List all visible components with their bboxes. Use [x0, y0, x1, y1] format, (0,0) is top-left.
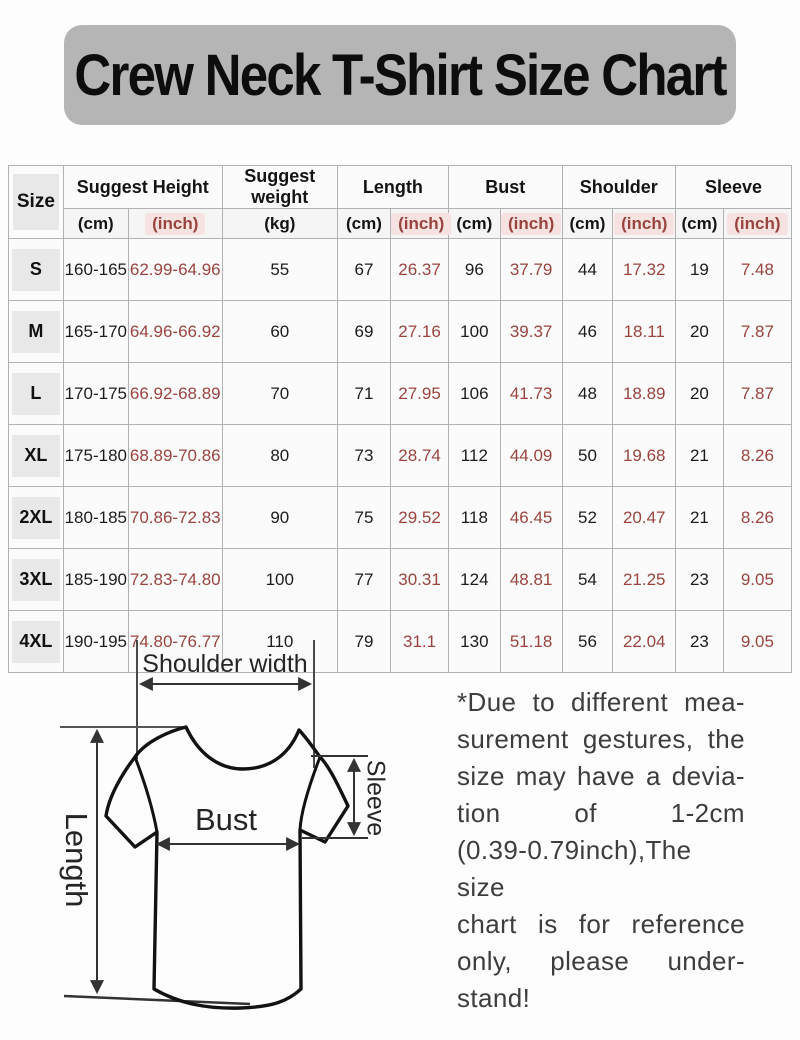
weight-kg-cell: 110	[222, 611, 337, 673]
height-cm-cell: 170-175	[63, 363, 128, 425]
shoulder-inch-cell: 18.89	[613, 363, 676, 425]
weight-kg-cell: 90	[222, 487, 337, 549]
title-banner	[64, 25, 736, 125]
bust-cm-cell: 124	[449, 549, 501, 611]
shoulder-cm-cell: 50	[562, 425, 613, 487]
header-suggest-height: Suggest Height	[63, 166, 222, 209]
size-cell: 3XL	[9, 549, 64, 611]
bust-cm-cell: 118	[449, 487, 501, 549]
bust-label: Bust	[194, 802, 258, 837]
weight-kg-cell: 55	[222, 239, 337, 301]
header-bust: Bust	[449, 166, 563, 209]
header-size-label: Size	[13, 174, 59, 230]
height-cm-cell: 190-195	[63, 611, 128, 673]
sleeve-cm-cell: 23	[676, 611, 724, 673]
bust-cm-cell: 112	[449, 425, 501, 487]
tshirt-armhole-right	[300, 757, 320, 830]
unit-height-inch	[128, 209, 222, 239]
bust-cm-cell: 130	[449, 611, 501, 673]
unit-weight-kg: (kg)	[222, 209, 337, 239]
unit-shoulder-cm: (cm)	[562, 209, 613, 239]
header-size	[9, 166, 64, 239]
height-inch-cell: 62.99-64.96	[128, 239, 222, 301]
height-cm-cell: 160-165	[63, 239, 128, 301]
bust-inch-cell: 41.73	[500, 363, 562, 425]
shoulder-cm-cell: 46	[562, 301, 613, 363]
length-inch-cell: 29.52	[391, 487, 449, 549]
disclaimer-line: tion of 1-2cm	[457, 798, 745, 828]
sleeve-cm-cell: 20	[676, 363, 724, 425]
size-cell: M	[9, 301, 64, 363]
table-header-row	[9, 166, 792, 209]
inch-chip: (inch)	[145, 213, 205, 235]
bust-inch-cell: 39.37	[500, 301, 562, 363]
length-inch-cell: 27.16	[391, 301, 449, 363]
header-length: Length	[337, 166, 448, 209]
inch-chip: (inch)	[614, 213, 674, 235]
length-cm-cell: 73	[337, 425, 390, 487]
length-cm-cell: 79	[337, 611, 390, 673]
height-inch-cell: 72.83-74.80	[128, 549, 222, 611]
bust-cm-cell: 106	[449, 363, 501, 425]
bust-inch-cell: 48.81	[500, 549, 562, 611]
bust-inch-cell: 51.18	[500, 611, 562, 673]
header-sleeve: Sleeve	[676, 166, 792, 209]
sleeve-inch-cell: 7.48	[723, 239, 791, 301]
table-row	[9, 425, 792, 487]
sleeve-inch-cell: 8.26	[723, 425, 791, 487]
length-cm-cell: 71	[337, 363, 390, 425]
sleeve-cm-cell: 19	[676, 239, 724, 301]
inch-chip: (inch)	[501, 213, 561, 235]
length-inch-cell: 31.1	[391, 611, 449, 673]
size-cell: S	[9, 239, 64, 301]
table-row	[9, 487, 792, 549]
size-cell: L	[9, 363, 64, 425]
sleeve-inch-cell: 9.05	[723, 549, 791, 611]
unit-length-inch	[391, 209, 449, 239]
disclaimer-line: chart is for reference	[457, 909, 745, 939]
shoulder-cm-cell: 54	[562, 549, 613, 611]
shoulder-cm-cell: 56	[562, 611, 613, 673]
table-units-row	[9, 209, 792, 239]
shoulder-inch-cell: 22.04	[613, 611, 676, 673]
disclaimer-line: only, please under-	[457, 946, 745, 976]
shoulder-inch-cell: 18.11	[613, 301, 676, 363]
unit-sleeve-cm: (cm)	[676, 209, 724, 239]
sleeve-inch-cell: 9.05	[723, 611, 791, 673]
sleeve-cm-cell: 21	[676, 487, 724, 549]
inch-chip: (inch)	[727, 213, 787, 235]
height-inch-cell: 74.80-76.77	[128, 611, 222, 673]
shoulder-cm-cell: 52	[562, 487, 613, 549]
length-cm-cell: 75	[337, 487, 390, 549]
header-shoulder: Shoulder	[562, 166, 676, 209]
sleeve-label: Sleeve	[361, 759, 390, 837]
height-inch-cell: 66.92-68.89	[128, 363, 222, 425]
unit-bust-cm: (cm)	[449, 209, 501, 239]
bust-inch-cell: 37.79	[500, 239, 562, 301]
height-cm-cell: 175-180	[63, 425, 128, 487]
weight-kg-cell: 80	[222, 425, 337, 487]
tshirt-outline	[106, 727, 348, 1008]
height-inch-cell: 68.89-70.86	[128, 425, 222, 487]
height-inch-cell: 64.96-66.92	[128, 301, 222, 363]
sleeve-cm-cell: 21	[676, 425, 724, 487]
size-cell: 4XL	[9, 611, 64, 673]
unit-shoulder-inch	[613, 209, 676, 239]
unit-sleeve-inch	[723, 209, 791, 239]
bust-inch-cell: 44.09	[500, 425, 562, 487]
shoulder-inch-cell: 21.25	[613, 549, 676, 611]
shoulder-width-label: Shoulder width	[142, 650, 308, 678]
disclaimer-line: size may have a devia-	[457, 761, 745, 791]
bust-inch-cell: 46.45	[500, 487, 562, 549]
sleeve-inch-cell: 7.87	[723, 301, 791, 363]
disclaimer-line: stand!	[457, 983, 531, 1013]
table-row	[9, 301, 792, 363]
disclaimer-line: *Due to different mea-	[457, 687, 745, 717]
shoulder-inch-cell: 20.47	[613, 487, 676, 549]
length-inch-cell: 28.74	[391, 425, 449, 487]
length-guide-bottom	[64, 996, 250, 1004]
length-cm-cell: 67	[337, 239, 390, 301]
height-cm-cell: 180-185	[63, 487, 128, 549]
disclaimer-line: surement gestures, the	[457, 724, 745, 754]
table-row	[9, 549, 792, 611]
inch-chip: (inch)	[391, 213, 451, 235]
bust-cm-cell: 100	[449, 301, 501, 363]
shoulder-inch-cell: 19.68	[613, 425, 676, 487]
shoulder-inch-cell: 17.32	[613, 239, 676, 301]
disclaimer-line: (0.39-0.79inch),The size	[457, 835, 692, 902]
shoulder-cm-cell: 48	[562, 363, 613, 425]
height-cm-cell: 185-190	[63, 549, 128, 611]
table-row	[9, 363, 792, 425]
sleeve-cm-cell: 20	[676, 301, 724, 363]
weight-kg-cell: 60	[222, 301, 337, 363]
length-inch-cell: 27.95	[391, 363, 449, 425]
unit-height-cm: (cm)	[63, 209, 128, 239]
sleeve-cm-cell: 23	[676, 549, 724, 611]
sleeve-inch-cell: 8.26	[723, 487, 791, 549]
tshirt-measure-diagram	[28, 632, 452, 1036]
shoulder-cm-cell: 44	[562, 239, 613, 301]
weight-kg-cell: 70	[222, 363, 337, 425]
height-cm-cell: 165-170	[63, 301, 128, 363]
unit-length-cm: (cm)	[337, 209, 390, 239]
size-cell: 2XL	[9, 487, 64, 549]
header-suggest-weight: Suggest weight	[222, 166, 337, 209]
unit-bust-inch	[500, 209, 562, 239]
length-label: Length	[58, 812, 94, 908]
table-row	[9, 239, 792, 301]
length-inch-cell: 30.31	[391, 549, 449, 611]
tshirt-armhole-left	[135, 757, 157, 832]
size-cell: XL	[9, 425, 64, 487]
length-cm-cell: 69	[337, 301, 390, 363]
bust-cm-cell: 96	[449, 239, 501, 301]
size-chart-table	[8, 165, 792, 673]
length-cm-cell: 77	[337, 549, 390, 611]
sleeve-inch-cell: 7.87	[723, 363, 791, 425]
disclaimer-note	[457, 684, 745, 1017]
length-inch-cell: 26.37	[391, 239, 449, 301]
height-inch-cell: 70.86-72.83	[128, 487, 222, 549]
page-title: Crew Neck T-Shirt Size Chart	[74, 42, 726, 108]
weight-kg-cell: 100	[222, 549, 337, 611]
